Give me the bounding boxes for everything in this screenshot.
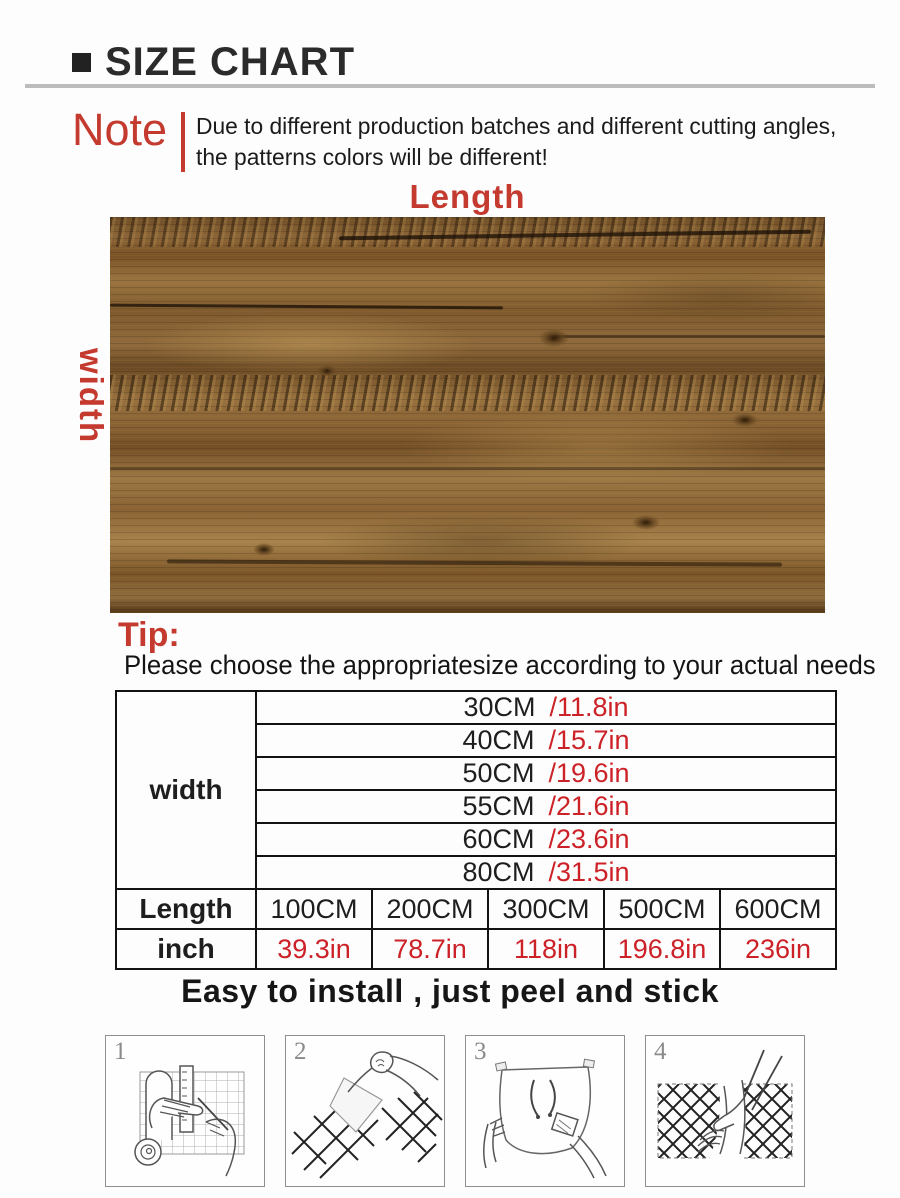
measure-and-cut-illustration <box>106 1036 266 1188</box>
width-inch-value: /21.6in <box>548 791 630 821</box>
tip-label: Tip: <box>118 616 180 654</box>
table-row-length <box>116 889 836 929</box>
length-header-cell: Length <box>116 889 256 929</box>
install-step-4 <box>645 1035 805 1187</box>
width-inch-value: /11.8in <box>549 692 629 722</box>
width-cm-value: 55CM <box>462 791 535 821</box>
length-value-cell: 500CM <box>604 889 720 929</box>
wood-knot <box>253 543 275 556</box>
length-value-cell: 100CM <box>256 889 372 929</box>
width-value-cell <box>256 790 836 823</box>
width-value-cell <box>256 757 836 790</box>
stick-and-smooth-illustration <box>466 1036 626 1188</box>
length-value-cell: 200CM <box>372 889 488 929</box>
width-inch-value: /19.6in <box>548 758 630 788</box>
inch-value-cell: 118in <box>488 929 604 969</box>
step-number: 2 <box>294 1038 307 1065</box>
inch-value-cell: 196.8in <box>604 929 720 969</box>
step-number: 4 <box>654 1038 667 1065</box>
width-header-cell: width <box>116 691 256 889</box>
page-title: SIZE CHART <box>105 40 355 84</box>
width-value-cell <box>256 691 836 724</box>
width-cm-value: 60CM <box>462 824 535 854</box>
size-table <box>115 690 837 970</box>
width-cm-value: 40CM <box>462 725 535 755</box>
inch-header-cell: inch <box>116 929 256 969</box>
wood-knot <box>732 413 758 427</box>
table-row <box>116 691 836 724</box>
header-divider <box>25 84 875 88</box>
plank-crack <box>110 304 503 310</box>
width-value-cell <box>256 856 836 889</box>
install-step-1 <box>105 1035 265 1187</box>
install-step-2 <box>285 1035 445 1187</box>
length-value-cell: 300CM <box>488 889 604 929</box>
inch-value-cell: 78.7in <box>372 929 488 969</box>
note-text <box>196 111 836 173</box>
width-value-cell <box>256 724 836 757</box>
table-row-inch <box>116 929 836 969</box>
length-value-cell: 600CM <box>720 889 836 929</box>
note-line-1: Due to different production batches and different cutting angles, <box>196 113 837 139</box>
page-header <box>72 40 355 85</box>
plank-crack <box>110 467 825 470</box>
plank-crack <box>553 335 825 338</box>
square-bullet-icon <box>72 53 91 72</box>
saw-mark-band <box>110 375 825 411</box>
width-value-cell <box>256 823 836 856</box>
note-label: Note <box>72 104 168 155</box>
plank-crack <box>167 559 782 566</box>
width-cm-value: 50CM <box>462 758 535 788</box>
length-axis-label: Length <box>409 178 526 215</box>
trim-excess-illustration <box>646 1036 806 1188</box>
install-steps <box>105 1035 805 1187</box>
peel-backing-illustration <box>286 1036 446 1188</box>
wood-knot <box>539 329 569 347</box>
step-number: 3 <box>474 1038 487 1065</box>
wood-knot <box>632 515 660 530</box>
width-inch-value: /15.7in <box>548 725 630 755</box>
inch-value-cell: 236in <box>720 929 836 969</box>
width-inch-value: /31.5in <box>548 857 630 887</box>
tip-text: Please choose the appropriatesize according to your actual needs <box>124 650 876 680</box>
install-heading: Easy to install , just peel and stick <box>181 973 719 1009</box>
wood-grain-product-image <box>110 217 825 613</box>
width-inch-value: /23.6in <box>548 824 630 854</box>
inch-value-cell: 39.3in <box>256 929 372 969</box>
note-divider-bar <box>181 112 185 172</box>
step-number: 1 <box>114 1038 127 1065</box>
install-step-3 <box>465 1035 625 1187</box>
width-axis-label: width <box>73 348 110 445</box>
width-cm-value: 80CM <box>462 857 535 887</box>
width-cm-value: 30CM <box>463 692 536 722</box>
note-line-2: the patterns colors will be different! <box>196 144 548 170</box>
